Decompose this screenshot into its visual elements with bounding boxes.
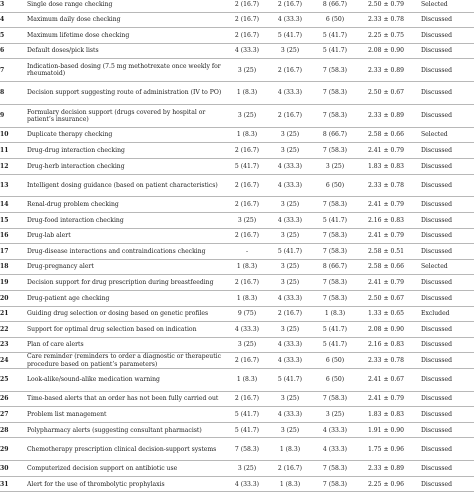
status-text: Discussed	[421, 356, 453, 364]
table-row	[0, 338, 474, 354]
count-low: 2 (16.7)	[234, 147, 260, 155]
count-high: 3 (25)	[325, 410, 345, 418]
row-number: 27	[0, 410, 9, 418]
mean-sd: 1.33 ± 0.65	[367, 310, 405, 318]
row-number: 10	[0, 131, 9, 139]
status-text: Discussed	[421, 325, 453, 333]
status-text: Discussed	[421, 216, 453, 224]
row-number: 28	[0, 426, 9, 434]
table-row	[0, 197, 474, 213]
item-label: Drug-herb interaction checking	[27, 162, 125, 170]
item-label: Duplicate therapy checking	[27, 131, 113, 139]
mean-sd: 2.33 ± 0.89	[367, 464, 405, 472]
count-mid: 4 (33.3)	[277, 294, 303, 302]
mean-sd: 2.58 ± 0.66	[367, 131, 405, 139]
count-high: 5 (41.7)	[322, 216, 348, 224]
count-high: 7 (58.3)	[322, 66, 348, 74]
row-number: 7	[0, 66, 5, 74]
mean-sd: 2.50 ± 0.67	[367, 89, 405, 97]
item-label: Care reminder (reminders to order a diagnostic or therapeutic procedure based on patient’s parameters)	[27, 353, 222, 368]
status-text: Discussed	[421, 279, 453, 286]
row-number: 8	[0, 89, 5, 97]
count-high: 5 (41.7)	[322, 325, 348, 333]
mean-sd: 1.83 ± 0.83	[367, 410, 405, 418]
mean-sd: 2.33 ± 0.78	[367, 181, 405, 189]
item-label: Problem list management	[27, 410, 107, 418]
count-high: 6 (50)	[325, 376, 345, 384]
count-mid: 4 (33.3)	[277, 216, 303, 224]
mean-sd: 2.41 ± 0.79	[367, 395, 405, 403]
mean-sd: 2.16 ± 0.83	[367, 341, 405, 349]
count-mid: 4 (33.3)	[277, 356, 303, 364]
item-label: Indication-based dosing (7.5 mg methotrexate once weekly for rheumatoid)	[27, 63, 221, 78]
item-label: Alert for the use of thrombolytic prophylaxis	[27, 480, 165, 488]
count-low: 9 (75)	[237, 310, 257, 318]
item-label: Look-alike/sound-alike medication warning	[27, 376, 160, 384]
count-mid: 4 (33.3)	[277, 181, 303, 189]
count-low: 2 (16.7)	[234, 395, 260, 403]
count-high: 5 (41.7)	[322, 341, 348, 349]
row-number: 18	[0, 263, 9, 271]
row-number: 13	[0, 181, 9, 189]
mean-sd: 2.41 ± 0.79	[367, 147, 405, 155]
item-label: Decision support suggesting route of administration (IV to PO)	[27, 89, 222, 97]
table-row	[0, 275, 474, 291]
item-label: Drug-pregnancy alert	[27, 263, 94, 271]
row-number: 19	[0, 279, 9, 286]
mean-sd: 2.33 ± 0.89	[367, 66, 405, 74]
item-label: Maximum daily dose checking	[27, 16, 121, 24]
count-high: 7 (58.3)	[322, 294, 348, 302]
count-mid: 1 (8.3)	[279, 480, 301, 488]
count-mid: 3 (25)	[280, 131, 300, 139]
row-number: 25	[0, 376, 9, 384]
mean-sd: 2.41 ± 0.79	[367, 201, 405, 209]
count-mid: 3 (25)	[280, 325, 300, 333]
count-low: 2 (16.7)	[234, 356, 260, 364]
mean-sd: 1.83 ± 0.83	[367, 162, 405, 170]
count-high: 7 (58.3)	[322, 247, 348, 255]
table-row	[0, 175, 474, 198]
table-row	[0, 477, 474, 492]
status-text: Discussed	[421, 341, 453, 349]
count-low: 3 (25)	[237, 216, 257, 224]
mean-sd: 2.08 ± 0.90	[367, 325, 405, 333]
mean-sd: 1.91 ± 0.90	[367, 426, 405, 434]
count-low: 1 (8.3)	[236, 376, 258, 384]
table-row	[0, 59, 474, 82]
count-high: 6 (50)	[325, 181, 345, 189]
row-number: 9	[0, 112, 5, 120]
count-low: 2 (16.7)	[234, 279, 260, 286]
count-mid: 3 (25)	[280, 279, 300, 286]
row-number: 4	[0, 16, 5, 24]
status-text: Discussed	[421, 162, 453, 170]
mean-sd: 2.58 ± 0.66	[367, 263, 405, 271]
mean-sd: 2.33 ± 0.78	[367, 356, 405, 364]
count-mid: 2 (16.7)	[277, 112, 303, 120]
item-label: Maximum lifetime dose checking	[27, 31, 130, 39]
item-label: Drug-patient age checking	[27, 294, 110, 302]
table-row	[0, 229, 474, 245]
count-high: 6 (50)	[325, 16, 345, 24]
row-number: 26	[0, 395, 9, 403]
count-high: 8 (66.7)	[322, 263, 348, 271]
count-low: 5 (41.7)	[234, 162, 260, 170]
item-label: Plan of care alerts	[27, 341, 84, 349]
status-text: Discussed	[421, 395, 453, 403]
row-number: 14	[0, 201, 9, 209]
count-high: 8 (66.7)	[322, 0, 348, 8]
count-mid: 3 (25)	[280, 426, 300, 434]
status-text: Discussed	[421, 464, 453, 472]
mean-sd: 2.58 ± 0.51	[367, 247, 405, 255]
count-high: 5 (41.7)	[322, 47, 348, 55]
table-row	[0, 307, 474, 323]
row-number: 16	[0, 232, 9, 240]
mean-sd: 1.75 ± 0.96	[367, 445, 405, 453]
item-label: Drug-lab alert	[27, 232, 71, 240]
mean-sd: 2.50 ± 0.67	[367, 294, 405, 302]
mean-sd: 2.08 ± 0.90	[367, 47, 405, 55]
status-text: Discussed	[421, 376, 453, 384]
row-number: 31	[0, 480, 9, 488]
count-low: 2 (16.7)	[234, 232, 260, 240]
status-text: Discussed	[421, 181, 453, 189]
row-number: 22	[0, 325, 9, 333]
row-number: 3	[0, 0, 5, 8]
count-high: 1 (8.3)	[324, 310, 346, 318]
count-high: 7 (58.3)	[322, 147, 348, 155]
count-high: 7 (58.3)	[322, 279, 348, 286]
table-row	[0, 28, 474, 44]
status-text: Discussed	[421, 112, 453, 120]
item-label: Default doses/pick lists	[27, 47, 99, 55]
count-low: 4 (33.3)	[234, 480, 260, 488]
item-label: Renal-drug problem checking	[27, 201, 119, 209]
item-label: Support for optimal drug selection based on indication	[27, 325, 197, 333]
row-number: 15	[0, 216, 9, 224]
count-low: 1 (8.3)	[236, 131, 258, 139]
status-text: Discussed	[421, 294, 453, 302]
table-row	[0, 13, 474, 29]
table-row	[0, 322, 474, 338]
count-low: 2 (16.7)	[234, 31, 260, 39]
status-text: Discussed	[421, 410, 453, 418]
status-text: Discussed	[421, 445, 453, 453]
item-label: Time-based alerts that an order has not been fully carried out	[27, 395, 219, 403]
count-low: 7 (58.3)	[234, 445, 260, 453]
count-mid: 2 (16.7)	[277, 66, 303, 74]
mean-sd: 2.33 ± 0.89	[367, 112, 405, 120]
item-label: Guiding drug selection or dosing based on genetic profiles	[27, 310, 209, 318]
count-high: 7 (58.3)	[322, 464, 348, 472]
table-row	[0, 369, 474, 392]
table-row	[0, 159, 474, 175]
item-label: Computerized decision support on antibiotic use	[27, 464, 178, 472]
table-row	[0, 423, 474, 439]
count-mid: 4 (33.3)	[277, 162, 303, 170]
count-low: 2 (16.7)	[234, 0, 260, 8]
item-label: Decision support for drug prescription during breastfeeding	[27, 279, 214, 286]
table-row	[0, 461, 474, 477]
count-mid: 4 (33.3)	[277, 89, 303, 97]
count-mid: 3 (25)	[280, 395, 300, 403]
status-text: Discussed	[421, 232, 453, 240]
mean-sd: 2.41 ± 0.79	[367, 232, 405, 240]
item-label: Chemotherapy prescription clinical decision-support systems	[27, 445, 217, 453]
count-low: 1 (8.3)	[236, 89, 258, 97]
mean-sd: 2.25 ± 0.96	[367, 480, 405, 488]
count-low: 2 (16.7)	[234, 181, 260, 189]
status-text: Discussed	[421, 16, 453, 24]
table-row	[0, 392, 474, 408]
row-number: 21	[0, 310, 9, 318]
table-row	[0, 260, 474, 276]
row-number: 20	[0, 294, 9, 302]
count-high: 4 (33.3)	[322, 445, 348, 453]
item-label: Polypharmacy alerts (suggesting consultant pharmacist)	[27, 426, 202, 434]
count-mid: 5 (41.7)	[277, 376, 303, 384]
status-text: Excluded	[421, 310, 450, 318]
count-mid: 4 (33.3)	[277, 341, 303, 349]
item-label: Single dose range checking	[27, 0, 113, 8]
count-low: 2 (16.7)	[234, 16, 260, 24]
status-text: Discussed	[421, 47, 453, 55]
row-number: 12	[0, 162, 9, 170]
status-text: Discussed	[421, 201, 453, 209]
count-high: 7 (58.3)	[322, 89, 348, 97]
count-high: 7 (58.3)	[322, 201, 348, 209]
status-text: Discussed	[421, 66, 453, 74]
count-high: 6 (50)	[325, 356, 345, 364]
count-high: 4 (33.3)	[322, 426, 348, 434]
item-label: Drug-food interaction checking	[27, 216, 124, 224]
count-high: 8 (66.7)	[322, 131, 348, 139]
count-high: 3 (25)	[325, 162, 345, 170]
status-text: Discussed	[421, 426, 453, 434]
count-high: 7 (58.3)	[322, 395, 348, 403]
mean-sd: 2.33 ± 0.78	[367, 16, 405, 24]
count-mid: 2 (16.7)	[277, 310, 303, 318]
table-row	[0, 143, 474, 159]
row-number: 29	[0, 445, 9, 453]
row-number: 23	[0, 341, 9, 349]
count-low: 5 (41.7)	[234, 410, 260, 418]
table-row	[0, 44, 474, 60]
count-low: 4 (33.3)	[234, 47, 260, 55]
table-row	[0, 291, 474, 307]
count-high: 5 (41.7)	[322, 31, 348, 39]
mean-sd: 2.41 ± 0.79	[367, 279, 405, 286]
count-mid: 3 (25)	[280, 232, 300, 240]
count-low: 2 (16.7)	[234, 201, 260, 209]
status-text: Discussed	[421, 480, 453, 488]
table-row	[0, 82, 474, 105]
status-text: Discussed	[421, 147, 453, 155]
item-label: Intelligent dosing guidance (based on patient characteristics)	[27, 181, 218, 189]
count-low: 4 (33.3)	[234, 325, 260, 333]
row-number: 5	[0, 31, 5, 39]
count-mid: 3 (25)	[280, 147, 300, 155]
count-mid: 5 (41.7)	[277, 31, 303, 39]
count-mid: 3 (25)	[280, 263, 300, 271]
count-low: -	[245, 247, 249, 255]
row-number: 17	[0, 247, 9, 255]
count-low: 3 (25)	[237, 66, 257, 74]
mean-sd: 2.16 ± 0.83	[367, 216, 405, 224]
item-label: Drug-drug interaction checking	[27, 147, 125, 155]
row-number: 11	[0, 147, 9, 155]
item-label: Drug-disease interactions and contraindications checking	[27, 247, 206, 255]
count-mid: 3 (25)	[280, 47, 300, 55]
count-low: 3 (25)	[237, 112, 257, 120]
count-mid: 5 (41.7)	[277, 247, 303, 255]
status-text: Selected	[421, 263, 448, 271]
status-text: Selected	[421, 131, 448, 139]
table-row	[0, 213, 474, 229]
table-row	[0, 407, 474, 423]
count-low: 3 (25)	[237, 341, 257, 349]
status-text: Selected	[421, 0, 448, 8]
count-mid: 1 (8.3)	[279, 445, 301, 453]
table-row	[0, 0, 474, 13]
count-mid: 2 (16.7)	[277, 0, 303, 8]
row-number: 24	[0, 356, 9, 364]
mean-sd: 2.25 ± 0.75	[367, 31, 405, 39]
count-high: 7 (58.3)	[322, 480, 348, 488]
count-mid: 4 (33.3)	[277, 410, 303, 418]
count-low: 5 (41.7)	[234, 426, 260, 434]
status-text: Discussed	[421, 247, 453, 255]
count-low: 1 (8.3)	[236, 263, 258, 271]
count-high: 7 (58.3)	[322, 112, 348, 120]
table-row	[0, 353, 474, 369]
row-number: 30	[0, 464, 9, 472]
count-low: 1 (8.3)	[236, 294, 258, 302]
mean-sd: 2.50 ± 0.79	[367, 0, 405, 8]
table-row	[0, 244, 474, 260]
count-mid: 4 (33.3)	[277, 16, 303, 24]
status-text: Discussed	[421, 31, 453, 39]
table-row	[0, 128, 474, 144]
row-number: 6	[0, 47, 5, 55]
status-text: Discussed	[421, 89, 453, 97]
mean-sd: 2.41 ± 0.67	[367, 376, 405, 384]
item-label: Formulary decision support (drugs covered by hospital or patient’s insurance)	[27, 108, 206, 123]
count-mid: 2 (16.7)	[277, 464, 303, 472]
count-mid: 3 (25)	[280, 201, 300, 209]
table-row	[0, 105, 474, 128]
count-low: 3 (25)	[237, 464, 257, 472]
count-high: 7 (58.3)	[322, 232, 348, 240]
table-row	[0, 438, 474, 461]
